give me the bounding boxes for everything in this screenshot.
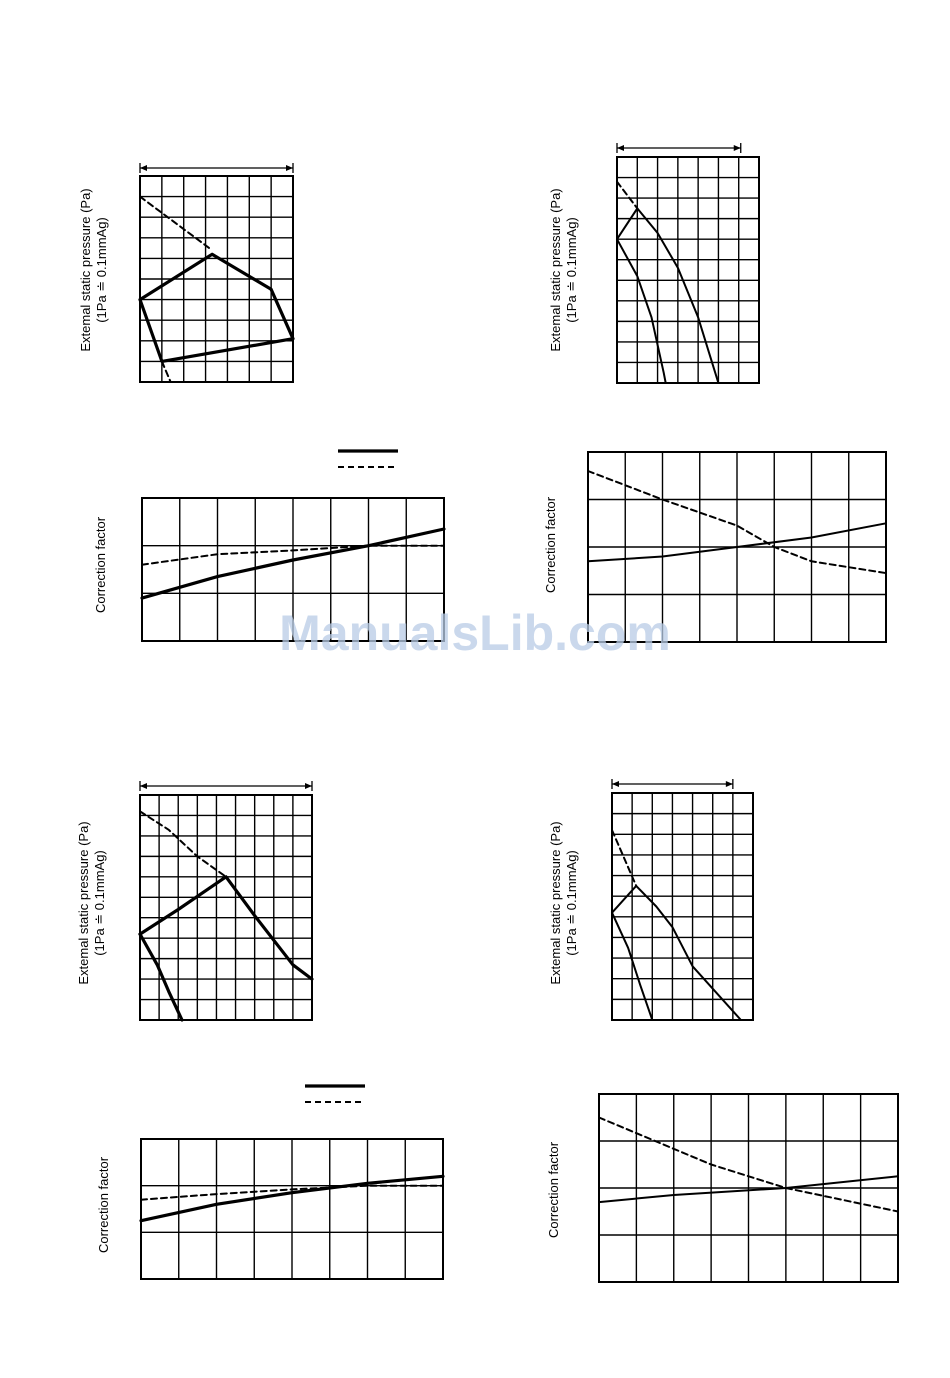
watermark: ManualsLib.com [279,605,671,661]
range-arrow-head-left [140,783,147,789]
esp-label-line1: Extemal static pressure (Pa) [78,188,93,352]
range-arrow-head-right [305,783,312,789]
series-line-2 [617,239,666,383]
range-arrow-head-left [140,165,147,171]
range-arrow-head-left [612,781,619,787]
esp-label-3 [76,798,108,1008]
plot-frame [612,793,753,1020]
chart-p4 [612,779,753,1020]
correction-label-3 [96,1145,112,1265]
series-line-1 [617,208,718,383]
esp-label-line1: Extemal static pressure (Pa) [548,821,563,985]
range-arrow-head-right [726,781,733,787]
chart-p2 [617,143,759,383]
series-line-2 [140,197,212,251]
correction-label-text: Correction factor [546,1141,561,1239]
esp-label-line1: Extemal static pressure (Pa) [76,821,91,985]
correction-label-text: Correction factor [543,496,558,594]
correction-label-2 [543,485,559,605]
series-line-2 [140,934,182,1020]
esp-label-line2: (1Pa ≐ 0.1mmAg) [564,217,579,323]
correction-label-4 [546,1130,562,1250]
correction-label-text: Correction factor [93,516,108,614]
chart-c3 [141,1086,443,1279]
esp-label-line2: (1Pa ≐ 0.1mmAg) [564,850,579,956]
series-line-3 [162,361,171,382]
esp-label-line1: Extemal static pressure (Pa) [548,188,563,352]
series-line-3 [140,811,226,876]
range-arrow-head-left [617,145,624,151]
chart-c4 [599,1094,898,1282]
series-line-1 [140,254,293,361]
esp-label-2 [548,165,580,375]
esp-label-1 [78,165,110,375]
esp-label-line2: (1Pa ≐ 0.1mmAg) [94,217,109,323]
esp-label-4 [548,798,580,1008]
correction-label-text: Correction factor [96,1156,111,1254]
series-line-3 [617,182,637,209]
range-arrow-head-right [286,165,293,171]
esp-label-line2: (1Pa ≐ 0.1mmAg) [92,850,107,956]
plot-frame [617,157,759,383]
chart-p1 [140,163,293,382]
series-line-1 [140,877,312,979]
chart-p3 [140,781,312,1020]
range-arrow-head-right [734,145,741,151]
